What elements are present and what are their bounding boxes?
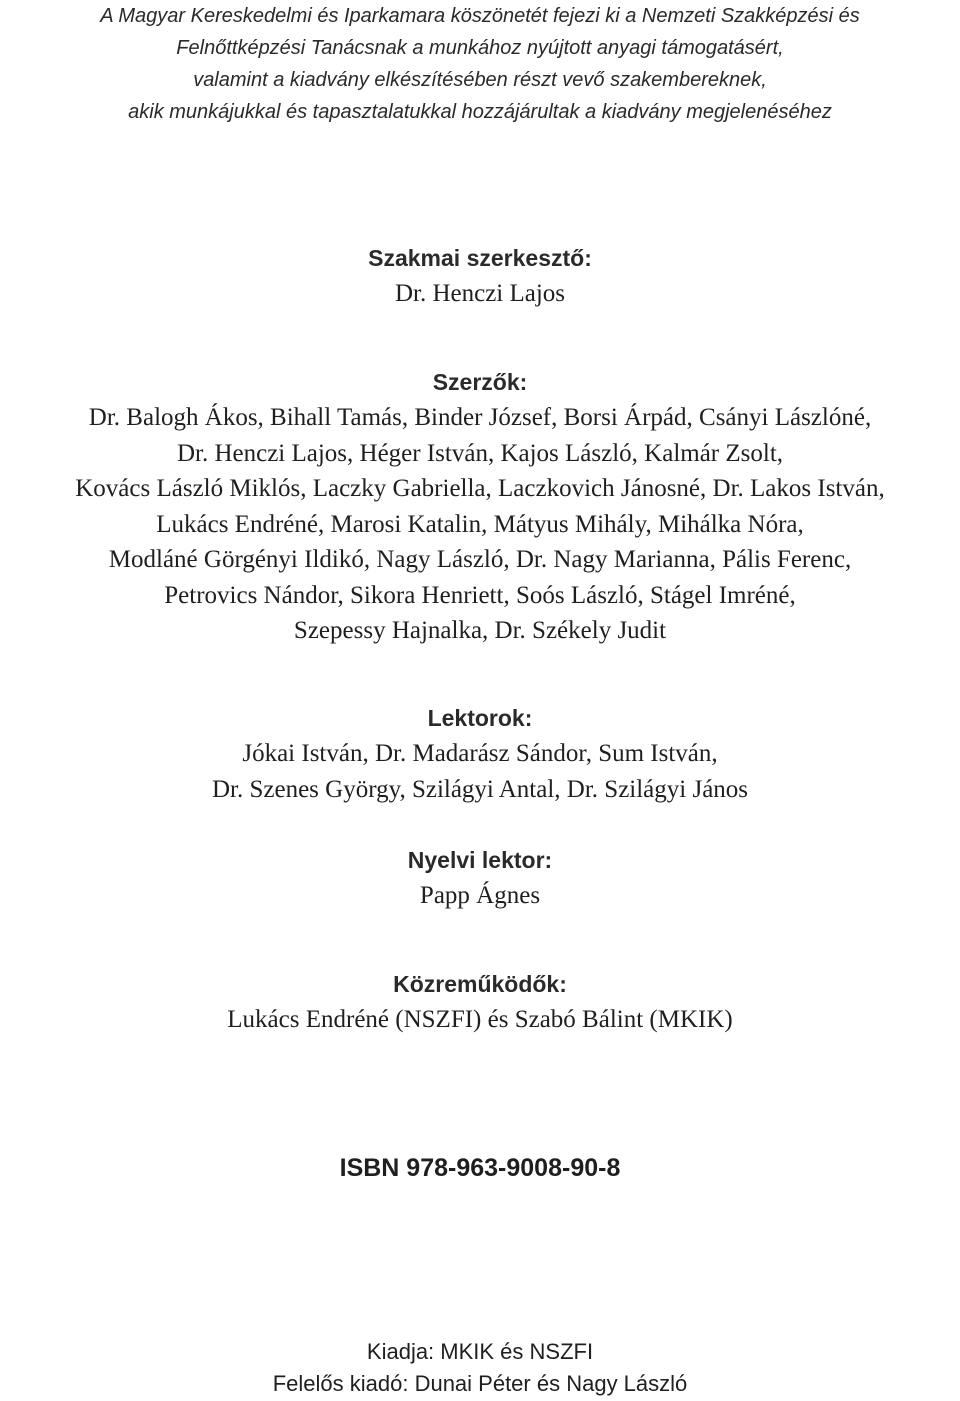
contributors-heading: Közreműködők:: [393, 971, 567, 997]
acknowledgement-line: Felnőttképzési Tanácsnak a munkához nyújtott anyagi támogatásért,: [176, 37, 784, 59]
acknowledgement: [0, 0, 960, 128]
isbn: [0, 1150, 960, 1186]
acknowledgement-line: A Magyar Kereskedelmi és Iparkamara köszönetét fejezi ki a Nemzeti Szakképzési és: [100, 5, 860, 27]
acknowledgement-line: valamint a kiadvány elkészítésében részt vevő szakembereknek,: [193, 69, 767, 91]
editor-heading: Szakmai szerkesztő:: [368, 245, 592, 271]
language-reviewer-heading: Nyelvi lektor:: [407, 847, 553, 873]
publisher-section: [0, 1336, 960, 1400]
authors-section: [0, 364, 960, 649]
reviewers-line: Jókai István, Dr. Madarász Sándor, Sum István,: [242, 740, 718, 767]
editor-name: Dr. Henczi Lajos: [394, 280, 566, 307]
authors-line: Dr. Henczi Lajos, Héger István, Kajos László, Kalmár Zsolt,: [176, 439, 784, 467]
authors-heading: Szerzők:: [432, 369, 528, 395]
reviewers-line: Dr. Szenes György, Szilágyi Antal, Dr. Szilágyi János: [211, 775, 749, 803]
authors-line: Kovács László Miklós, Laczky Gabriella, Laczkovich Jánosné, Dr. Lakos István,: [75, 475, 885, 502]
professional-editor-section: [0, 240, 960, 312]
isbn-number: ISBN 978-963-9008-90-8: [339, 1154, 621, 1182]
authors-line: Dr. Balogh Ákos, Bihall Tamás, Binder József, Borsi Árpád, Csányi Lászlóné,: [88, 404, 872, 431]
reviewers-heading: Lektorok:: [427, 705, 533, 731]
authors-line: Lukács Endréné, Marosi Katalin, Mátyus Mihály, Mihálka Nóra,: [156, 510, 804, 538]
language-reviewer-section: [0, 842, 960, 914]
publisher-issued-by: Kiadja: MKIK és NSZFI: [366, 1339, 594, 1364]
authors-line: Modláné Görgényi Ildikó, Nagy László, Dr. Nagy Marianna, Pális Ferenc,: [108, 546, 852, 573]
contributors-names: Lukács Endréné (NSZFI) és Szabó Bálint (MKIK): [227, 1006, 733, 1033]
reviewers-section: [0, 700, 960, 807]
contributors-section: [0, 966, 960, 1038]
publisher-responsible: Felelős kiadó: Dunai Péter és Nagy László: [272, 1371, 688, 1396]
authors-line: Petrovics Nándor, Sikora Henriett, Soós László, Stágel Imréné,: [164, 581, 796, 609]
language-reviewer-name: Papp Ágnes: [419, 882, 541, 909]
authors-line: Szepessy Hajnalka, Dr. Székely Judit: [293, 617, 667, 644]
acknowledgement-line: akik munkájukkal és tapasztalatukkal hozzájárultak a kiadvány megjelenéséhez: [128, 101, 832, 123]
